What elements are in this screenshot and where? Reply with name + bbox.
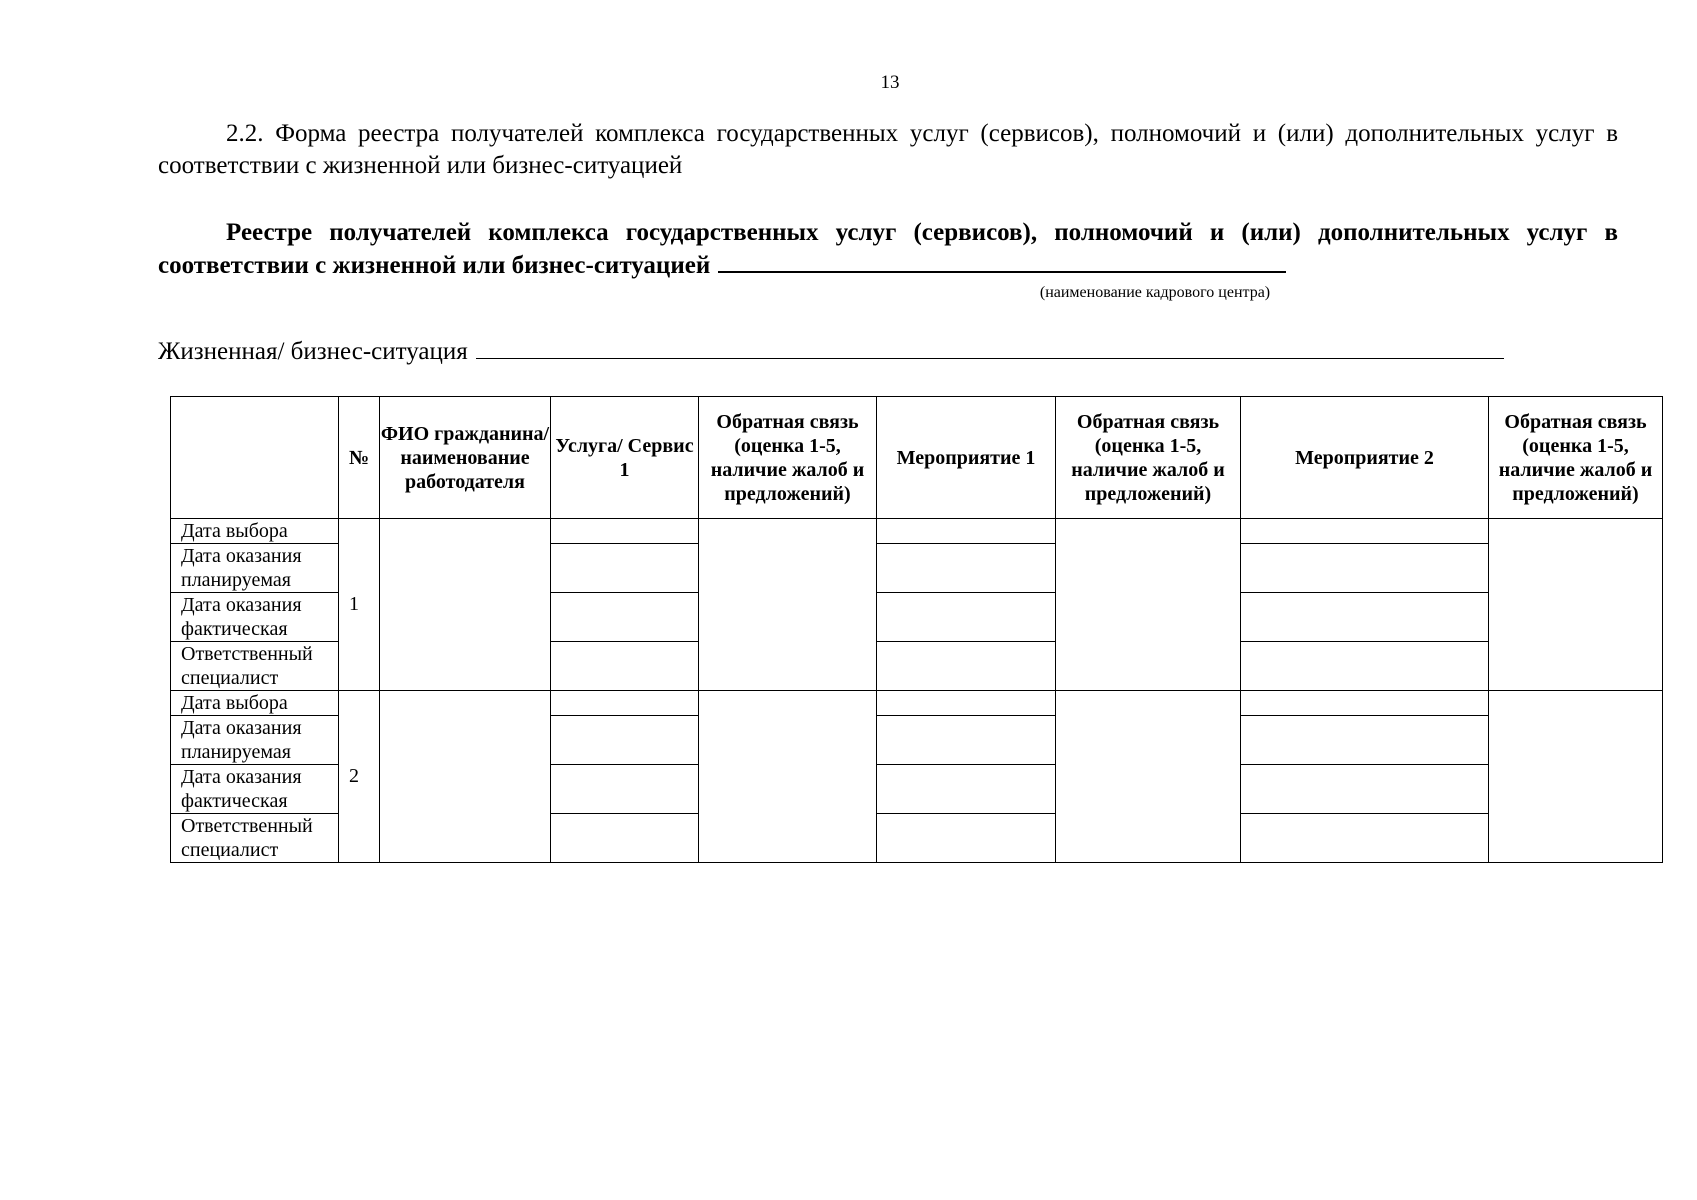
- event-1-cell[interactable]: [877, 765, 1056, 814]
- table-row: [171, 519, 1663, 544]
- event-2-cell[interactable]: [1241, 642, 1489, 691]
- event-2-cell[interactable]: [1241, 544, 1489, 593]
- feedback-1-cell[interactable]: [699, 519, 877, 691]
- row-label-responsible: Ответственный специалист: [171, 814, 339, 863]
- registry-table: [170, 396, 1663, 863]
- service-cell[interactable]: [551, 814, 699, 863]
- header-fio: ФИО гражданина/ наименование работодателя: [380, 397, 551, 519]
- row-label-actual-date: Дата оказания фактическая: [171, 593, 339, 642]
- feedback-2-cell[interactable]: [1056, 691, 1241, 863]
- header-number: №: [339, 397, 380, 519]
- header-feedback-1: Обратная связь (оценка 1-5, наличие жалоб и предложений): [699, 397, 877, 519]
- event-1-cell[interactable]: [877, 642, 1056, 691]
- fio-cell[interactable]: [380, 691, 551, 863]
- event-2-cell[interactable]: [1241, 691, 1489, 716]
- event-1-cell[interactable]: [877, 691, 1056, 716]
- event-2-cell[interactable]: [1241, 593, 1489, 642]
- row-label-actual-date: Дата оказания фактическая: [171, 765, 339, 814]
- table-row: [171, 691, 1663, 716]
- event-1-cell[interactable]: [877, 593, 1056, 642]
- row-label-choice-date: Дата выбора: [171, 691, 339, 716]
- service-cell[interactable]: [551, 642, 699, 691]
- service-cell[interactable]: [551, 716, 699, 765]
- service-cell[interactable]: [551, 765, 699, 814]
- situation-label: Жизненная/ бизнес-ситуация: [158, 338, 468, 365]
- header-feedback-3: Обратная связь (оценка 1-5, наличие жалоб и предложений): [1489, 397, 1663, 519]
- situation-line: [158, 336, 1504, 366]
- event-1-cell[interactable]: [877, 544, 1056, 593]
- event-1-cell[interactable]: [877, 814, 1056, 863]
- header-service: Услуга/ Сервис 1: [551, 397, 699, 519]
- feedback-2-cell[interactable]: [1056, 519, 1241, 691]
- situation-blank: [476, 336, 1504, 359]
- service-cell[interactable]: [551, 544, 699, 593]
- page-number: 13: [880, 72, 900, 93]
- event-2-cell[interactable]: [1241, 765, 1489, 814]
- header-event-2: Мероприятие 2: [1241, 397, 1489, 519]
- service-cell[interactable]: [551, 519, 699, 544]
- registry-title: [158, 216, 1618, 282]
- feedback-3-cell[interactable]: [1489, 691, 1663, 863]
- record-number: 1: [339, 519, 380, 691]
- event-1-cell[interactable]: [877, 716, 1056, 765]
- header-event-1: Мероприятие 1: [877, 397, 1056, 519]
- row-label-planned-date: Дата оказания планируемая: [171, 544, 339, 593]
- record-number: 2: [339, 691, 380, 863]
- fio-cell[interactable]: [380, 519, 551, 691]
- row-label-planned-date: Дата оказания планируемая: [171, 716, 339, 765]
- row-label-choice-date: Дата выбора: [171, 519, 339, 544]
- table-header-row: [171, 397, 1663, 519]
- feedback-1-cell[interactable]: [699, 691, 877, 863]
- service-cell[interactable]: [551, 593, 699, 642]
- header-feedback-2: Обратная связь (оценка 1-5, наличие жалоб и предложений): [1056, 397, 1241, 519]
- header-blank: [171, 397, 339, 519]
- event-2-cell[interactable]: [1241, 814, 1489, 863]
- row-label-responsible: Ответственный специалист: [171, 642, 339, 691]
- center-name-caption: (наименование кадрового центра): [1039, 284, 1271, 301]
- intro-paragraph: 2.2. Форма реестра получателей комплекса государственных услуг (сервисов), полномочий и (или) дополнительных услуг в соответствии с жизненной или бизнес-ситуацией: [158, 120, 1618, 179]
- event-2-cell[interactable]: [1241, 716, 1489, 765]
- registry-title-text: Реестре получателей комплекса государственных услуг (сервисов), полномочий и (или) дополнительных услуг в соответствии с жизненной или бизнес-ситуацией: [158, 219, 1618, 279]
- event-1-cell[interactable]: [877, 519, 1056, 544]
- service-cell[interactable]: [551, 691, 699, 716]
- event-2-cell[interactable]: [1241, 519, 1489, 544]
- feedback-3-cell[interactable]: [1489, 519, 1663, 691]
- center-name-blank: [718, 249, 1286, 273]
